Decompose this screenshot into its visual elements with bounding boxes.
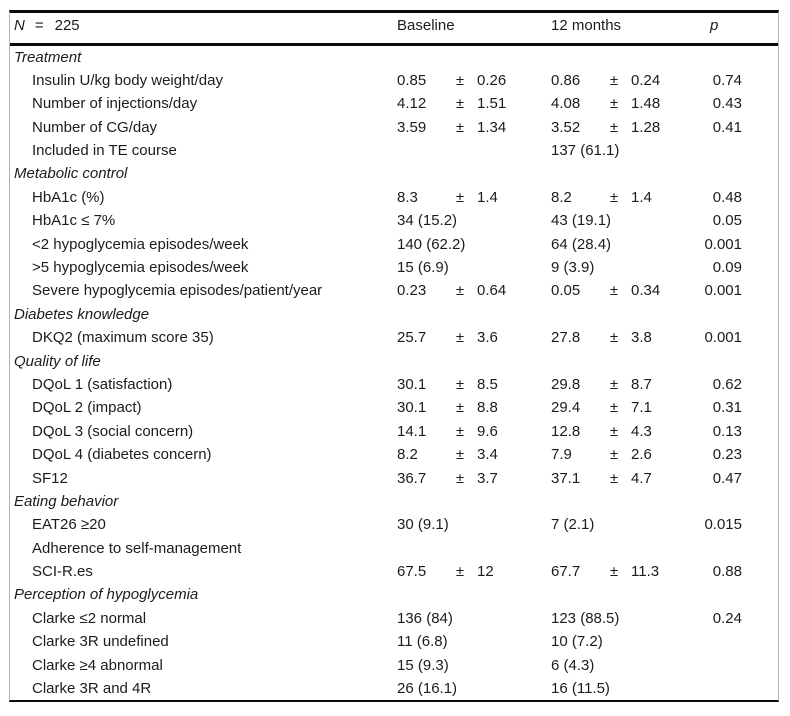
baseline-cell (397, 209, 551, 232)
p-value (702, 537, 742, 560)
months-cell (551, 677, 702, 700)
equals-sign: = (34, 16, 44, 34)
row-label: <2 hypoglycemia episodes/week (32, 235, 249, 253)
plus-minus-sign: ± (609, 469, 619, 487)
p-value: 0.24 (712, 609, 742, 627)
plus-minus-sign: ± (609, 422, 619, 440)
baseline-sd: 9.6 (477, 422, 498, 440)
baseline-sd: 3.6 (477, 329, 498, 347)
months-sd: 1.28 (631, 118, 661, 136)
plus-minus-sign: ± (609, 118, 619, 136)
baseline-cell (397, 69, 551, 92)
p-value: 0.001 (704, 329, 742, 347)
baseline-cell (397, 677, 551, 700)
n-label: N (14, 16, 25, 34)
baseline-cell (397, 467, 551, 490)
months-mean: 4.08 (551, 95, 581, 113)
table-header-row (10, 13, 778, 46)
months-sd: 1.48 (631, 95, 661, 113)
plus-minus-sign: ± (455, 188, 465, 206)
row-label: DQoL 3 (social concern) (32, 422, 194, 440)
months-sd: 8.7 (631, 375, 652, 393)
baseline-cell (397, 420, 551, 443)
table-row (10, 256, 778, 279)
months-sd: 4.7 (631, 469, 652, 487)
months-cell (551, 233, 702, 256)
p-value: 0.001 (704, 235, 742, 253)
baseline-mean: 36.7 (397, 469, 427, 487)
baseline-sd: 1.51 (477, 95, 507, 113)
p-value: 0.31 (712, 399, 742, 417)
table-row (10, 513, 778, 536)
baseline-count: 34 (15.2) (397, 212, 458, 230)
row-label: Adherence to self-management (32, 539, 242, 557)
baseline-cell (397, 607, 551, 630)
months-sd: 7.1 (631, 399, 652, 417)
p-value: 0.47 (712, 469, 742, 487)
months-mean: 0.86 (551, 71, 581, 89)
row-label: DQoL 4 (diabetes concern) (32, 446, 212, 464)
months-cell (551, 139, 702, 162)
months-cell (551, 420, 702, 443)
months-cell (551, 443, 702, 466)
table-row (10, 279, 778, 302)
months-cell (551, 373, 702, 396)
row-label: Insulin U/kg body weight/day (32, 71, 223, 89)
section-row (10, 303, 778, 326)
baseline-mean: 30.1 (397, 375, 427, 393)
row-label: Severe hypoglycemia episodes/patient/year (32, 282, 323, 300)
p-value: 0.23 (712, 446, 742, 464)
header-n-cell (14, 17, 397, 34)
plus-minus-sign: ± (455, 399, 465, 417)
baseline-count: 136 (84) (397, 609, 453, 627)
row-label: Clarke 3R and 4R (32, 680, 152, 698)
plus-minus-sign: ± (609, 282, 619, 300)
months-count: 9 (3.9) (551, 259, 595, 277)
baseline-mean: 14.1 (397, 422, 427, 440)
p-value: 0.62 (712, 375, 742, 393)
table-row (10, 396, 778, 419)
p-value (702, 630, 742, 653)
months-cell (551, 256, 702, 279)
plus-minus-sign: ± (455, 95, 465, 113)
months-cell (551, 326, 702, 349)
months-count: 64 (28.4) (551, 235, 612, 253)
baseline-cell (397, 513, 551, 536)
table-row (10, 443, 778, 466)
section-row (10, 583, 778, 606)
p-value: 0.05 (712, 212, 742, 230)
months-mean: 12.8 (551, 422, 581, 440)
baseline-mean: 4.12 (397, 95, 427, 113)
section-title: Diabetes knowledge (14, 305, 150, 323)
baseline-cell (397, 92, 551, 115)
baseline-mean: 3.59 (397, 118, 427, 136)
row-label: SF12 (32, 469, 68, 487)
plus-minus-sign: ± (609, 329, 619, 347)
table-body (10, 46, 778, 701)
months-sd: 11.3 (631, 563, 660, 581)
months-cell (551, 607, 702, 630)
months-cell (551, 467, 702, 490)
baseline-count: 140 (62.2) (397, 235, 466, 253)
baseline-sd: 3.4 (477, 446, 498, 464)
baseline-cell (397, 396, 551, 419)
months-count: 7 (2.1) (551, 516, 595, 534)
months-sd: 3.8 (631, 329, 652, 347)
baseline-sd: 8.5 (477, 375, 498, 393)
baseline-cell (397, 139, 551, 162)
months-count: 6 (4.3) (551, 656, 595, 674)
plus-minus-sign: ± (455, 329, 465, 347)
months-mean: 27.8 (551, 329, 581, 347)
row-label: DQoL 1 (satisfaction) (32, 375, 173, 393)
row-label: Included in TE course (32, 142, 177, 160)
p-value: 0.015 (704, 516, 742, 534)
table-row (10, 373, 778, 396)
row-label: Number of CG/day (32, 118, 158, 136)
p-value: 0.13 (712, 422, 742, 440)
baseline-mean: 0.85 (397, 71, 427, 89)
table-row (10, 326, 778, 349)
n-value: 225 (54, 16, 80, 34)
months-cell (551, 69, 702, 92)
baseline-sd: 3.7 (477, 469, 498, 487)
p-value: 0.74 (712, 71, 742, 89)
section-row (10, 350, 778, 373)
section-title: Perception of hypoglycemia (14, 586, 199, 604)
plus-minus-sign: ± (609, 563, 619, 581)
table-row (10, 420, 778, 443)
baseline-cell (397, 560, 551, 583)
row-label: HbA1c (%) (32, 188, 105, 206)
months-cell (551, 654, 702, 677)
plus-minus-sign: ± (609, 446, 619, 464)
months-cell (551, 92, 702, 115)
plus-minus-sign: ± (609, 95, 619, 113)
months-count: 16 (11.5) (551, 680, 610, 698)
months-cell (551, 513, 702, 536)
table-row (10, 607, 778, 630)
baseline-sd: 8.8 (477, 399, 498, 417)
months-sd: 4.3 (631, 422, 652, 440)
p-value (702, 139, 742, 162)
plus-minus-sign: ± (455, 282, 465, 300)
months-mean: 67.7 (551, 563, 581, 581)
p-value: 0.88 (712, 563, 742, 581)
months-cell (551, 279, 702, 302)
row-label: Clarke 3R undefined (32, 633, 169, 651)
row-label: EAT26 ≥20 (32, 516, 106, 534)
p-value: 0.43 (712, 95, 742, 113)
p-value (702, 654, 742, 677)
baseline-mean: 25.7 (397, 329, 427, 347)
plus-minus-sign: ± (455, 563, 465, 581)
section-title: Treatment (14, 48, 82, 66)
section-row (10, 46, 778, 69)
section-row (10, 162, 778, 185)
baseline-cell (397, 537, 551, 560)
p-value: 0.41 (712, 118, 742, 136)
months-cell (551, 537, 702, 560)
section-title: Metabolic control (14, 165, 128, 183)
baseline-mean: 30.1 (397, 399, 427, 417)
baseline-count: 15 (6.9) (397, 259, 449, 277)
col-header-12-months: 12 months (551, 16, 622, 34)
baseline-cell (397, 233, 551, 256)
p-value: 0.001 (704, 282, 742, 300)
months-mean: 29.4 (551, 399, 581, 417)
baseline-count: 15 (9.3) (397, 656, 449, 674)
plus-minus-sign: ± (455, 446, 465, 464)
baseline-count: 30 (9.1) (397, 516, 449, 534)
months-count: 43 (19.1) (551, 212, 612, 230)
table-row (10, 186, 778, 209)
months-mean: 3.52 (551, 118, 581, 136)
table-row (10, 139, 778, 162)
baseline-cell (397, 443, 551, 466)
plus-minus-sign: ± (609, 375, 619, 393)
months-count: 137 (61.1) (551, 142, 620, 160)
row-label: DQoL 2 (impact) (32, 399, 142, 417)
section-title: Quality of life (14, 352, 101, 370)
table-row (10, 92, 778, 115)
months-sd: 0.24 (631, 71, 661, 89)
months-cell (551, 630, 702, 653)
table-row (10, 677, 778, 700)
baseline-count: 26 (16.1) (397, 680, 458, 698)
section-row (10, 490, 778, 513)
baseline-count: 11 (6.8) (397, 633, 448, 651)
baseline-cell (397, 279, 551, 302)
table-row (10, 560, 778, 583)
table-row (10, 209, 778, 232)
plus-minus-sign: ± (455, 71, 465, 89)
months-mean: 29.8 (551, 375, 581, 393)
plus-minus-sign: ± (455, 422, 465, 440)
p-value: 0.09 (712, 259, 742, 277)
baseline-cell (397, 116, 551, 139)
baseline-cell (397, 256, 551, 279)
baseline-cell (397, 654, 551, 677)
months-count: 123 (88.5) (551, 609, 620, 627)
table-row (10, 116, 778, 139)
baseline-mean: 8.3 (397, 188, 418, 206)
row-label: Clarke ≤2 normal (32, 609, 147, 627)
row-label: Clarke ≥4 abnormal (32, 656, 163, 674)
baseline-cell (397, 326, 551, 349)
months-mean: 8.2 (551, 188, 572, 206)
study-results-table (9, 10, 779, 702)
plus-minus-sign: ± (609, 188, 619, 206)
row-label: SCI-R.es (32, 563, 93, 581)
plus-minus-sign: ± (609, 71, 619, 89)
months-cell (551, 560, 702, 583)
baseline-cell (397, 186, 551, 209)
months-mean: 37.1 (551, 469, 581, 487)
baseline-mean: 0.23 (397, 282, 427, 300)
row-label: DKQ2 (maximum score 35) (32, 329, 214, 347)
baseline-sd: 0.64 (477, 282, 507, 300)
plus-minus-sign: ± (455, 375, 465, 393)
months-cell (551, 116, 702, 139)
months-mean: 7.9 (551, 446, 572, 464)
table-row (10, 467, 778, 490)
months-cell (551, 396, 702, 419)
plus-minus-sign: ± (609, 399, 619, 417)
p-value: 0.48 (712, 188, 742, 206)
plus-minus-sign: ± (455, 118, 465, 136)
table-row (10, 654, 778, 677)
months-count: 10 (7.2) (551, 633, 603, 651)
months-mean: 0.05 (551, 282, 581, 300)
baseline-sd: 0.26 (477, 71, 507, 89)
table-row (10, 233, 778, 256)
baseline-sd: 1.34 (477, 118, 507, 136)
p-value (702, 677, 742, 700)
col-header-baseline: Baseline (397, 16, 455, 34)
months-sd: 2.6 (631, 446, 652, 464)
table-row (10, 537, 778, 560)
baseline-sd: 1.4 (477, 188, 498, 206)
months-cell (551, 186, 702, 209)
months-sd: 0.34 (631, 282, 661, 300)
months-sd: 1.4 (631, 188, 652, 206)
baseline-mean: 67.5 (397, 563, 427, 581)
row-label: HbA1c ≤ 7% (32, 212, 116, 230)
months-cell (551, 209, 702, 232)
baseline-cell (397, 373, 551, 396)
baseline-cell (397, 630, 551, 653)
col-header-p: p (710, 16, 719, 34)
plus-minus-sign: ± (455, 469, 465, 487)
baseline-sd: 12 (477, 563, 494, 581)
table-row (10, 69, 778, 92)
section-title: Eating behavior (14, 492, 119, 510)
row-label: Number of injections/day (32, 95, 198, 113)
table-row (10, 630, 778, 653)
row-label: >5 hypoglycemia episodes/week (32, 259, 249, 277)
baseline-mean: 8.2 (397, 446, 418, 464)
